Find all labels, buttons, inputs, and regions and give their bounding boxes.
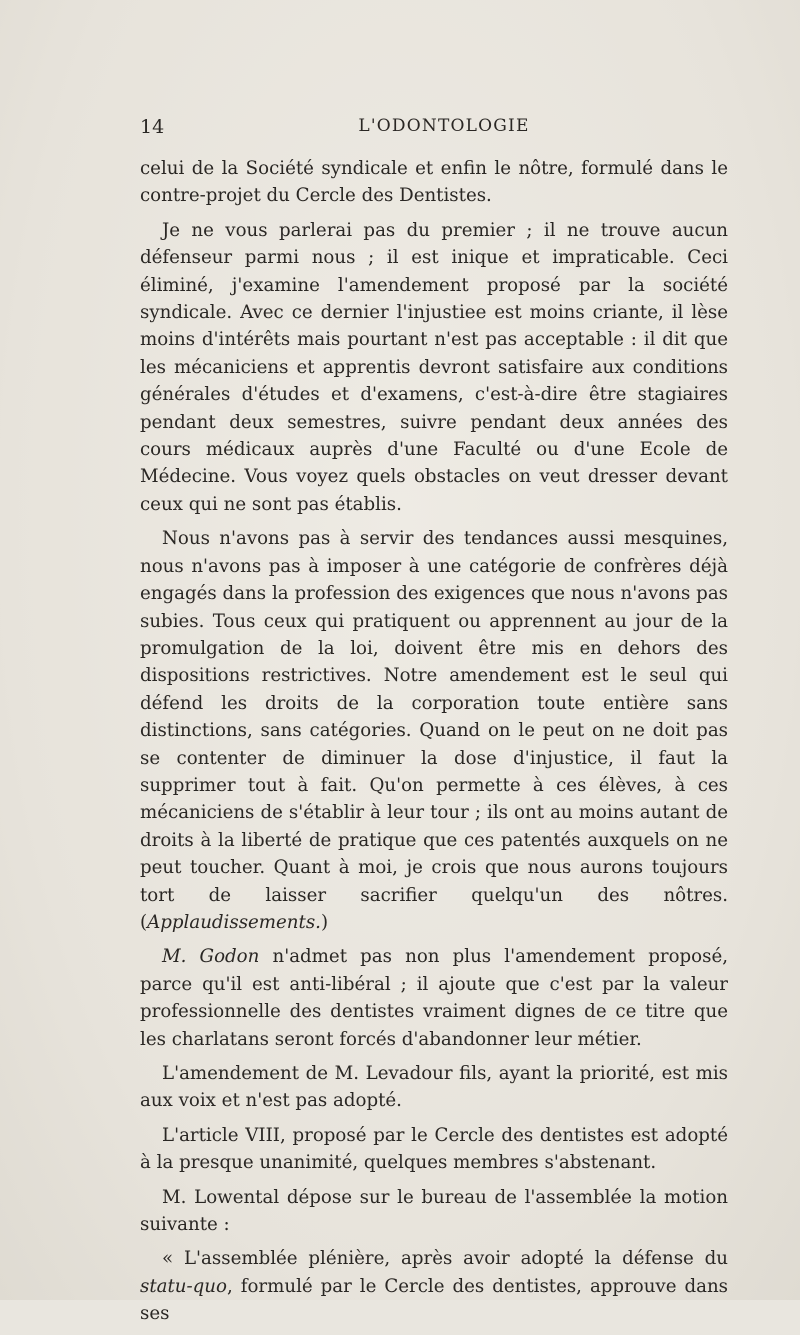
running-title: L'ODONTOLOGIE <box>358 116 530 136</box>
paragraph-text: « L'assemblée plénière, après avoir adopté la défense du <box>162 1248 728 1270</box>
paragraph-text: ) <box>320 911 329 933</box>
body-text <box>140 155 728 1335</box>
paragraph <box>140 943 728 1053</box>
paragraph-text: Nous n'avons pas à servir des tendances aussi mesquines, nous n'avons pas à imposer à une catégorie de confrères déjà engagés dans la profession des exigences que nous n'avons pas subies. Tous ceux qui pratiquent ou apprennent au jour de la promulgation de la loi, doivent être mis en dehors des dispositions restrictives. Notre amendement est le seul qui défend les droits de la corporation toute entière sans distinctions, sans catégories. Quand on le peut on ne doit pas se contenter de diminuer la dose d'injustice, il faut la supprimer tout à fait. Qu'on permette à ces élèves, à ces mécaniciens de s'établir à leur tour ; ils ont au moins autant de droits à la liberté de pratique que ces patentés auxquels on ne peut toucher. Quant à moi, je crois que nous aurons toujours tort de laisser sacrifier quelqu'un des nôtres. ( <box>140 528 728 933</box>
italic-text: Applaudissements. <box>147 911 321 933</box>
speaker-name: M. Godon <box>162 946 260 968</box>
paragraph <box>140 1245 728 1327</box>
page-number: 14 <box>140 116 165 138</box>
paragraph: M. Lowental dépose sur le bureau de l'assemblée la motion suivante : <box>140 1186 728 1236</box>
paragraph: celui de la Société syndicale et enfin le nôtre, formulé dans le contre-projet du Cercle des Dentistes. <box>140 158 728 207</box>
page-header <box>140 116 728 142</box>
paragraph-text: n'admet pas non plus l'amendement proposé, parce qu'il est anti-libéral ; il ajoute que c'est par la valeur professionnelle des dentistes vraiment dignes de ce titre que les charlatans seront forcés d'abandonner leur métier. <box>140 946 728 1050</box>
paragraph: L'amendement de M. Levadour fils, ayant la priorité, est mis aux voix et n'est pas adopté. <box>140 1063 728 1112</box>
paragraph: L'article VIII, proposé par le Cercle des dentistes est adopté à la presque unanimité, quelques membres s'abstenant. <box>140 1124 728 1174</box>
paragraph-text: , formulé par le Cercle des dentistes, approuve dans ses <box>140 1275 728 1325</box>
paragraph: Je ne vous parlerai pas du premier ; il ne trouve aucun défenseur parmi nous ; il est inique et impraticable. Ceci éliminé, j'examine l'amendement proposé par la société syndicale. Avec ce dernier l'injustiee est moins criante, il lèse moins d'intérêts mais pourtant n'est pas acceptable : il dit que les mécaniciens et apprentis devront satisfaire aux conditions générales d'études et d'examens, c'est-à-dire être stagiaires pendant deux semestres, suivre pendant deux années des cours médicaux auprès d'une Faculté ou d'une Ecole de Médecine. Vous voyez quels obstacles on veut dresser devant ceux qui ne sont pas établis. <box>140 219 728 515</box>
paragraph <box>140 525 728 936</box>
italic-text: statu-quo <box>140 1275 227 1297</box>
